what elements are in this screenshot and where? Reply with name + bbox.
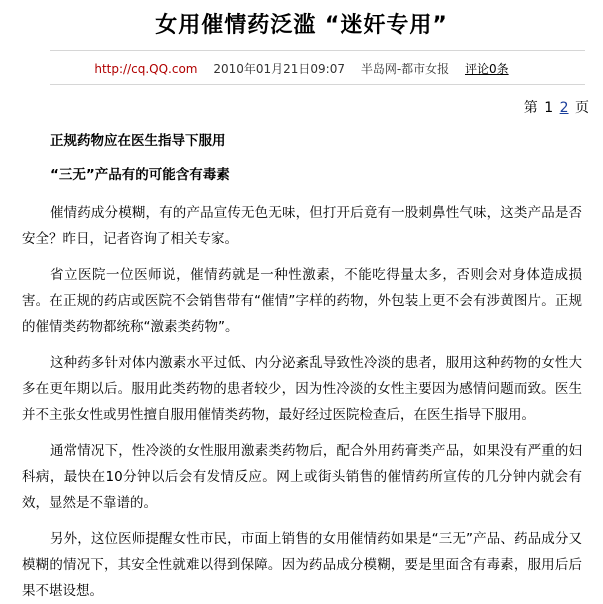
paragraph: 省立医院一位医师说，催情药就是一种性激素，不能吃得量太多，否则会对身体造成损害。在正规的药店或医院不会销售带有“催情”字样的药物，外包装上更不会有涉黄图片。正规的催情类药物都统称“激素类药物”。 xyxy=(22,267,582,335)
source-link[interactable]: http://cq.QQ.com xyxy=(94,62,198,76)
comments-link[interactable]: 评论0条 xyxy=(464,62,509,76)
paragraph: 通常情况下，性冷淡的女性服用激素类药物后，配合外用药膏类产品，如果没有严重的妇科病，最快在10分钟以后会有发情反应。网上或街头销售的催情药所宣传的几分钟内就会有效，显然是不靠谱的。 xyxy=(22,443,582,511)
paragraph: 催情药成分模糊，有的产品宣传无色无味，但打开后竟有一股刺鼻性气味，这类产品是否安全？昨日，记者咨询了相关专家。 xyxy=(22,205,582,247)
pagination-prefix: 第 xyxy=(523,100,538,116)
title-divider xyxy=(50,50,585,51)
meta-divider xyxy=(50,84,585,85)
pagination xyxy=(524,97,589,117)
section-heading: “三无”产品有的可能含有毒素 xyxy=(50,167,230,183)
section-heading: 正规药物应在医生指导下服用 xyxy=(50,133,226,149)
pagination-suffix: 页 xyxy=(575,100,589,116)
paragraph: 这种药多针对体内激素水平过低、内分泌紊乱导致性冷淡的患者，服用这种药物的女性大多在更年期以后。服用此类药物的患者较少，因为性冷淡的女性主要因为感情问题而致。医生并不主张女性或男性擅自服用催情类药物，最好经过医院检查后，在医生指导下服用。 xyxy=(22,355,582,423)
publisher-name: 半岛网-都市女报 xyxy=(360,62,450,76)
article-meta xyxy=(0,60,603,77)
publish-datetime: 2010年01月21日09:07 xyxy=(213,62,345,76)
article-body xyxy=(22,128,582,604)
paragraph: 另外，这位医师提醒女性市民，市面上销售的女用催情药如果是“三无”产品、药品成分又模糊的情况下，其安全性就难以得到保障。因为药品成分模糊，要是里面含有毒素，服用后后果不堪设想。 xyxy=(22,531,582,599)
current-page: 1 xyxy=(544,100,554,116)
article-title: 女用催情药泛滥 “迷奸专用” xyxy=(155,13,448,38)
page-2-link[interactable]: 2 xyxy=(559,100,569,116)
